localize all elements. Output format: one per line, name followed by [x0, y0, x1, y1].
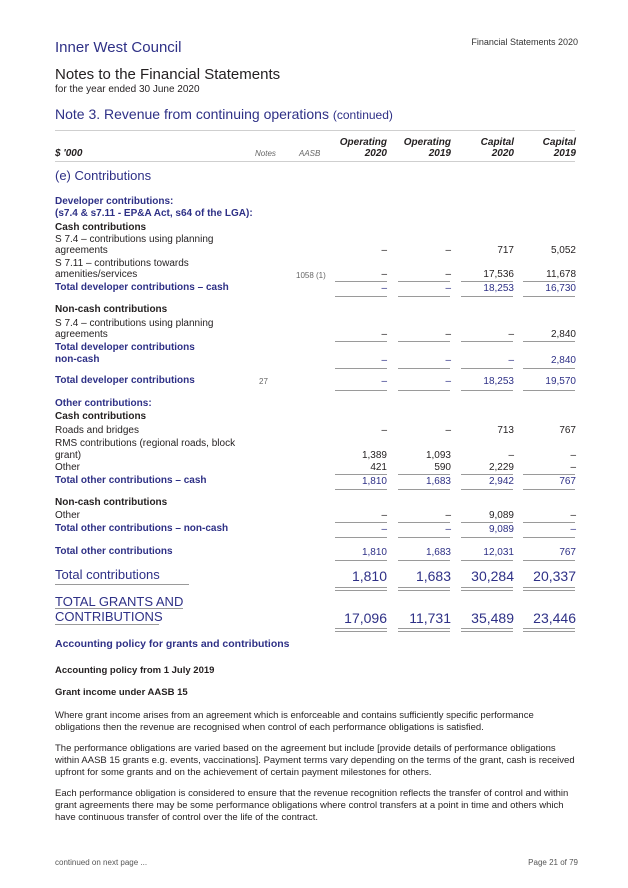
table-cell: – — [381, 269, 387, 280]
table-cell: – — [381, 283, 387, 294]
dev-cash-heading: Cash contributions — [55, 222, 147, 233]
col-operating-2020-l2: 2020 — [364, 148, 387, 159]
note-heading-suffix: (continued) — [332, 108, 393, 122]
col-capital-2019 — [516, 137, 576, 159]
other-total-cash-label: Total other contributions – cash — [55, 475, 207, 486]
table-cell: 11,678 — [546, 269, 576, 280]
underline — [523, 390, 575, 391]
underline — [461, 560, 513, 561]
table-cell: – — [508, 355, 514, 366]
note-heading — [55, 106, 393, 122]
table-cell: 16,730 — [545, 283, 576, 294]
table-cell: 35,489 — [471, 610, 514, 626]
underline — [335, 390, 387, 391]
table-cell: 2,229 — [488, 462, 514, 473]
underline — [461, 281, 513, 282]
grand-total-label-2: CONTRIBUTIONS — [55, 609, 163, 624]
policy-heading: Accounting policy for grants and contributions — [55, 638, 290, 650]
table-cell: – — [445, 283, 451, 294]
table-cell: 23,446 — [533, 610, 576, 626]
label-underline — [55, 584, 189, 585]
table-cell: 17,536 — [483, 269, 514, 280]
table-cell: – — [445, 329, 451, 340]
col-notes: Notes — [255, 149, 276, 158]
table-cell: – — [570, 462, 576, 473]
label-underline — [55, 608, 183, 609]
underline — [523, 522, 575, 523]
table-cell: – — [508, 450, 514, 461]
underline — [461, 474, 513, 475]
dev-total-noncash-label-2: non-cash — [55, 354, 100, 365]
col-capital-2020-l2: 2020 — [491, 148, 514, 159]
table-cell: 1,810 — [361, 476, 387, 487]
underline — [461, 341, 513, 342]
col-aasb: AASB — [299, 149, 321, 158]
col-capital-2019-l2: 2019 — [553, 148, 576, 159]
dev-row1-label-2: agreements — [55, 245, 108, 256]
table-cell: – — [570, 524, 576, 535]
col-operating-2020 — [327, 137, 387, 159]
underline — [398, 341, 450, 342]
underline — [523, 341, 575, 342]
underline — [335, 560, 387, 561]
page-title: Notes to the Financial Statements — [55, 66, 281, 83]
policy-paragraph-2: The performance obligations are varied based on the agreement but include [provide details of performance obligations within AASB 15 grants e.g. events, vaccinations]. Payment terms vary depending on the terms of the grant, cash is received upfront for some grants and on the achievement of certain payment milestones for others. — [55, 743, 575, 778]
table-cell: 1,683 — [415, 568, 451, 584]
underline — [523, 281, 575, 282]
grand-total-label: TOTAL GRANTS AND — [55, 594, 184, 609]
note-ref: 27 — [259, 377, 268, 386]
table-cell: 2,942 — [488, 476, 514, 487]
underline — [398, 560, 450, 561]
rms-label: RMS contributions (regional roads, block — [55, 438, 236, 449]
dev-row1-label: S 7.4 – contributions using planning — [55, 234, 214, 245]
double-underline — [461, 587, 513, 591]
underline — [461, 368, 513, 369]
header-rule — [55, 130, 575, 131]
dev-row2-label: S 7.11 – contributions towards — [55, 258, 189, 269]
page-subtitle: for the year ended 30 June 2020 — [55, 84, 200, 95]
underline — [398, 522, 450, 523]
table-cell: – — [445, 376, 451, 387]
underline — [461, 489, 513, 490]
underline — [461, 537, 513, 538]
nc-other-label: Other — [55, 510, 81, 521]
dev-total-label: Total developer contributions — [55, 375, 195, 386]
table-cell: 717 — [497, 245, 514, 256]
other-total-noncash-label: Total other contributions – non-cash — [55, 523, 229, 534]
dev-row2-label-2: amenities/services — [55, 269, 138, 280]
developer-heading-2: (s7.4 & s7.11 - EP&A Act, s64 of the LGA): — [55, 208, 253, 219]
total-contributions-label: Total contributions — [55, 567, 160, 582]
table-cell: 767 — [559, 476, 576, 487]
table-cell: 9,089 — [488, 510, 514, 521]
table-cell: – — [381, 524, 387, 535]
section-title: (e) Contributions — [55, 168, 152, 183]
table-cell: 2,840 — [550, 329, 576, 340]
dev-nc-row-label: S 7.4 – contributions using planning — [55, 318, 214, 329]
table-cell: – — [445, 245, 451, 256]
table-cell: 1,683 — [425, 476, 451, 487]
double-underline — [335, 628, 387, 632]
dev-total-cash-label: Total developer contributions – cash — [55, 282, 229, 293]
table-cell: – — [445, 355, 451, 366]
table-cell: – — [381, 245, 387, 256]
underline — [523, 296, 575, 297]
underline — [335, 341, 387, 342]
underline — [335, 474, 387, 475]
underline — [335, 522, 387, 523]
note-heading-text: Note 3. Revenue from continuing operations — [55, 106, 329, 122]
underline — [398, 489, 450, 490]
other-label: Other — [55, 462, 81, 473]
table-cell: 590 — [434, 462, 451, 473]
table-cell: – — [570, 510, 576, 521]
developer-heading: Developer contributions: — [55, 196, 174, 207]
rms-label-2: grant) — [55, 450, 82, 461]
double-underline — [398, 628, 450, 632]
dev-total-noncash-label: Total developer contributions — [55, 342, 195, 353]
underline — [523, 560, 575, 561]
table-cell: – — [381, 329, 387, 340]
policy-sub2: Grant income under AASB 15 — [55, 687, 188, 698]
col-operating-2020-l1: Operating — [339, 137, 387, 148]
table-cell: 1,810 — [351, 568, 387, 584]
underline — [335, 281, 387, 282]
double-underline — [398, 587, 450, 591]
double-underline — [461, 628, 513, 632]
table-cell: 1,389 — [361, 450, 387, 461]
table-cell: 767 — [559, 425, 576, 436]
policy-paragraph-1: Where grant income arises from an agreement which is enforceable and contains sufficiently specific performance obligations then the revenue are recognised when control of each performance obligations is satisfied. — [55, 710, 534, 733]
table-cell: 18,253 — [483, 283, 514, 294]
col-operating-2019 — [391, 137, 451, 159]
col-capital-2020-l1: Capital — [480, 137, 514, 148]
other-total-label: Total other contributions — [55, 546, 173, 557]
underline — [523, 537, 575, 538]
aasb-ref: 1058 (1) — [296, 271, 326, 280]
table-cell: – — [381, 510, 387, 521]
table-cell: 30,284 — [471, 568, 514, 584]
underline — [398, 281, 450, 282]
table-cell: – — [445, 425, 451, 436]
col-unit: $ '000 — [55, 148, 83, 159]
dev-noncash-heading: Non-cash contributions — [55, 304, 168, 315]
column-header-rule — [55, 161, 575, 162]
dev-nc-row-label-2: agreements — [55, 329, 108, 340]
policy-paragraph-3: Each performance obligation is considered to ensure that the revenue recognition reflects the transfer of control and within grant agreements there may be some performance obligations where control transfers at a point in time and others which have continuous transfer of control over the life of the contract. — [55, 788, 569, 823]
table-cell: 5,052 — [550, 245, 576, 256]
table-cell: 19,570 — [545, 376, 576, 387]
underline — [398, 390, 450, 391]
other-noncash-heading: Non-cash contributions — [55, 497, 168, 508]
underline — [398, 296, 450, 297]
table-cell: 713 — [497, 425, 514, 436]
table-cell: 11,731 — [409, 610, 451, 626]
underline — [461, 296, 513, 297]
table-cell: 1,093 — [425, 450, 451, 461]
footer-continued: continued on next page ... — [55, 858, 148, 867]
table-cell: 18,253 — [483, 376, 514, 387]
table-cell: 767 — [559, 547, 576, 558]
table-cell: – — [445, 269, 451, 280]
double-underline — [523, 587, 575, 591]
double-underline — [523, 628, 575, 632]
policy-sub1: Accounting policy from 1 July 2019 — [55, 665, 215, 676]
table-cell: – — [445, 510, 451, 521]
page-number: Page 21 of 79 — [528, 858, 578, 867]
underline — [335, 489, 387, 490]
underline — [335, 537, 387, 538]
table-cell: 421 — [370, 462, 387, 473]
table-cell: – — [381, 376, 387, 387]
org-name: Inner West Council — [55, 39, 182, 56]
table-cell: – — [445, 524, 451, 535]
other-cash-heading: Cash contributions — [55, 411, 147, 422]
table-cell: – — [508, 329, 514, 340]
table-cell: 1,683 — [425, 547, 451, 558]
underline — [523, 474, 575, 475]
table-cell: – — [381, 355, 387, 366]
other-heading: Other contributions: — [55, 398, 152, 409]
table-cell: 17,096 — [344, 610, 387, 626]
label-underline — [55, 624, 159, 625]
underline — [398, 368, 450, 369]
table-cell: 1,810 — [361, 547, 387, 558]
underline — [398, 537, 450, 538]
roads-label: Roads and bridges — [55, 425, 139, 436]
underline — [523, 489, 575, 490]
table-cell: 2,840 — [550, 355, 576, 366]
table-cell: 20,337 — [533, 568, 576, 584]
table-cell: – — [570, 450, 576, 461]
col-operating-2019-l2: 2019 — [428, 148, 451, 159]
doc-label: Financial Statements 2020 — [471, 37, 578, 47]
table-cell: 12,031 — [483, 547, 514, 558]
underline — [461, 522, 513, 523]
underline — [398, 474, 450, 475]
underline — [523, 368, 575, 369]
underline — [335, 296, 387, 297]
underline — [461, 390, 513, 391]
double-underline — [335, 587, 387, 591]
table-cell: – — [381, 425, 387, 436]
table-cell: 9,089 — [488, 524, 514, 535]
col-operating-2019-l1: Operating — [403, 137, 451, 148]
col-capital-2020 — [454, 137, 514, 159]
col-capital-2019-l1: Capital — [542, 137, 576, 148]
underline — [335, 368, 387, 369]
